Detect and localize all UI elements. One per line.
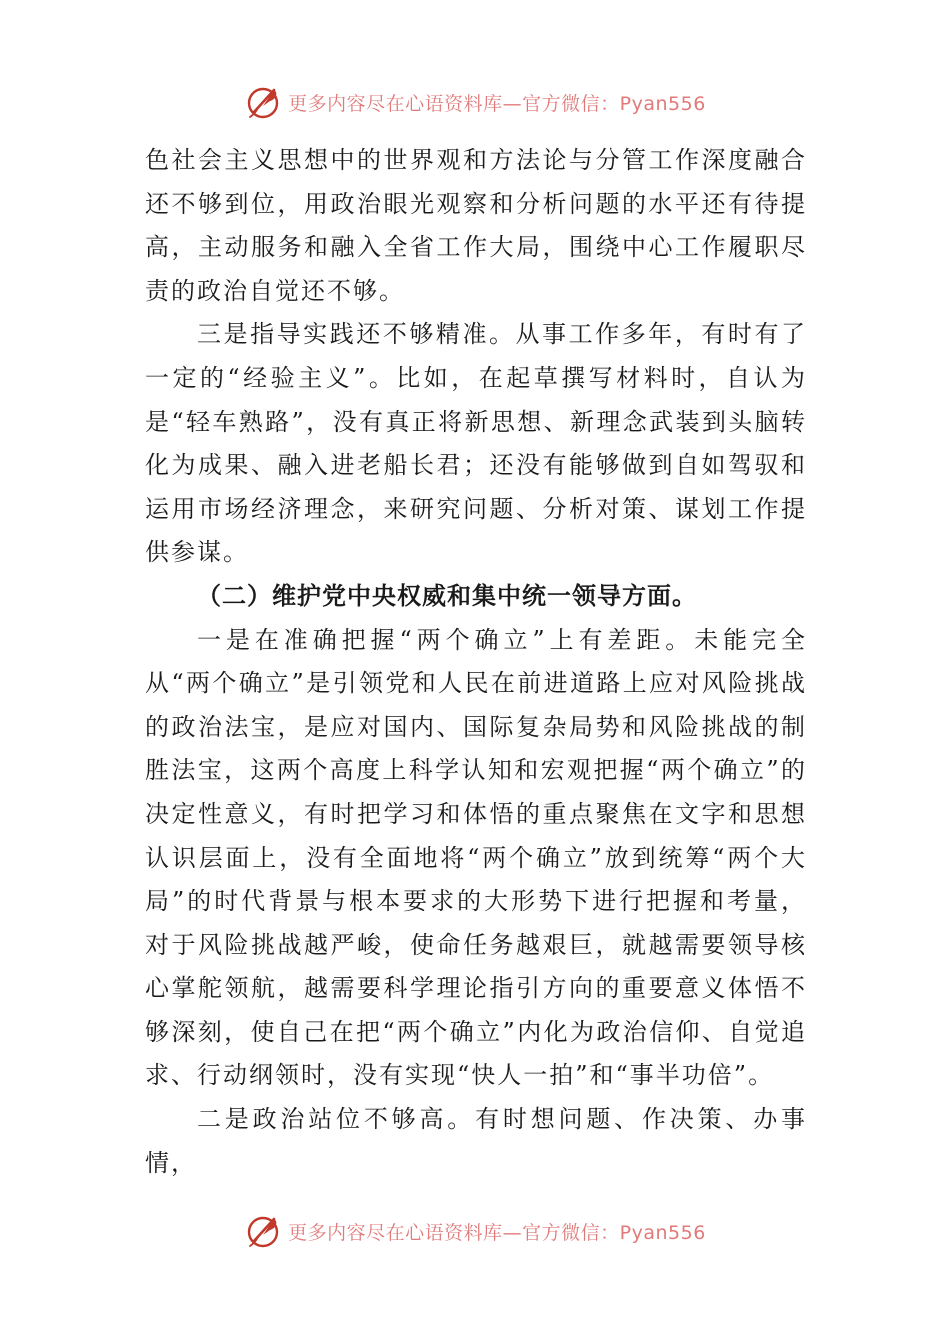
paragraph-political-stance: 二是政治站位不够高。有时想问题、作决策、办事情，: [145, 1105, 807, 1177]
document-body: [145, 139, 807, 1185]
paragraph-guide-practice: 三是指导实践还不够精准。从事工作多年，有时有了一定的“经验主义”。比如，在起草撰写材料时，自认为是“轻车熟路”，没有真正将新思想、新理念武装到头脑转化为成果、融入进老船长君；还没有能够做到自如驾驭和运用市场经济理念，来研究问题、分析对策、谋划工作提供参谋。: [145, 320, 807, 567]
quill-pen-in-circle-icon: [244, 1211, 284, 1251]
paragraph-two-establishments: 一是在准确把握“两个确立”上有差距。未能完全从“两个确立”是引领党和人民在前进道路上应对风险挑战的政治法宝，是应对国内、国际复杂局势和风险挑战的制胜法宝，这两个高度上科学认知和宏观把握“两个确立”的决定性意义，有时把学习和体悟的重点聚焦在文字和思想认识层面上，没有全面地将“两个确立”放到统筹“两个大局”的时代背景与根本要求的大形势下进行把握和考量，对于风险挑战越严峻，使命任务越艰巨，就越需要领导核心掌舵领航，越需要科学理论指引方向的重要意义体悟不够深刻，使自己在把“两个确立”内化为政治信仰、自觉追求、行动纲领时，没有实现“快人一拍”和“事半功倍”。: [145, 625, 807, 1090]
header-banner-text: 更多内容尽在心语资料库—官方微信：Pyan556: [288, 92, 706, 115]
footer-banner-text: 更多内容尽在心语资料库—官方微信：Pyan556: [288, 1221, 706, 1244]
quill-pen-in-circle-icon: [244, 82, 284, 122]
paragraph-continuation: 色社会主义思想中的世界观和方法论与分管工作深度融合还不够到位，用政治眼光观察和分析问题的水平还有待提高，主动服务和融入全省工作大局，围绕中心工作履职尽责的政治自觉还不够。: [145, 146, 807, 305]
header-banner: [0, 80, 950, 124]
footer-banner: [0, 1209, 950, 1253]
section-heading: （二）维护党中央权威和集中统一领导方面。: [197, 581, 697, 610]
